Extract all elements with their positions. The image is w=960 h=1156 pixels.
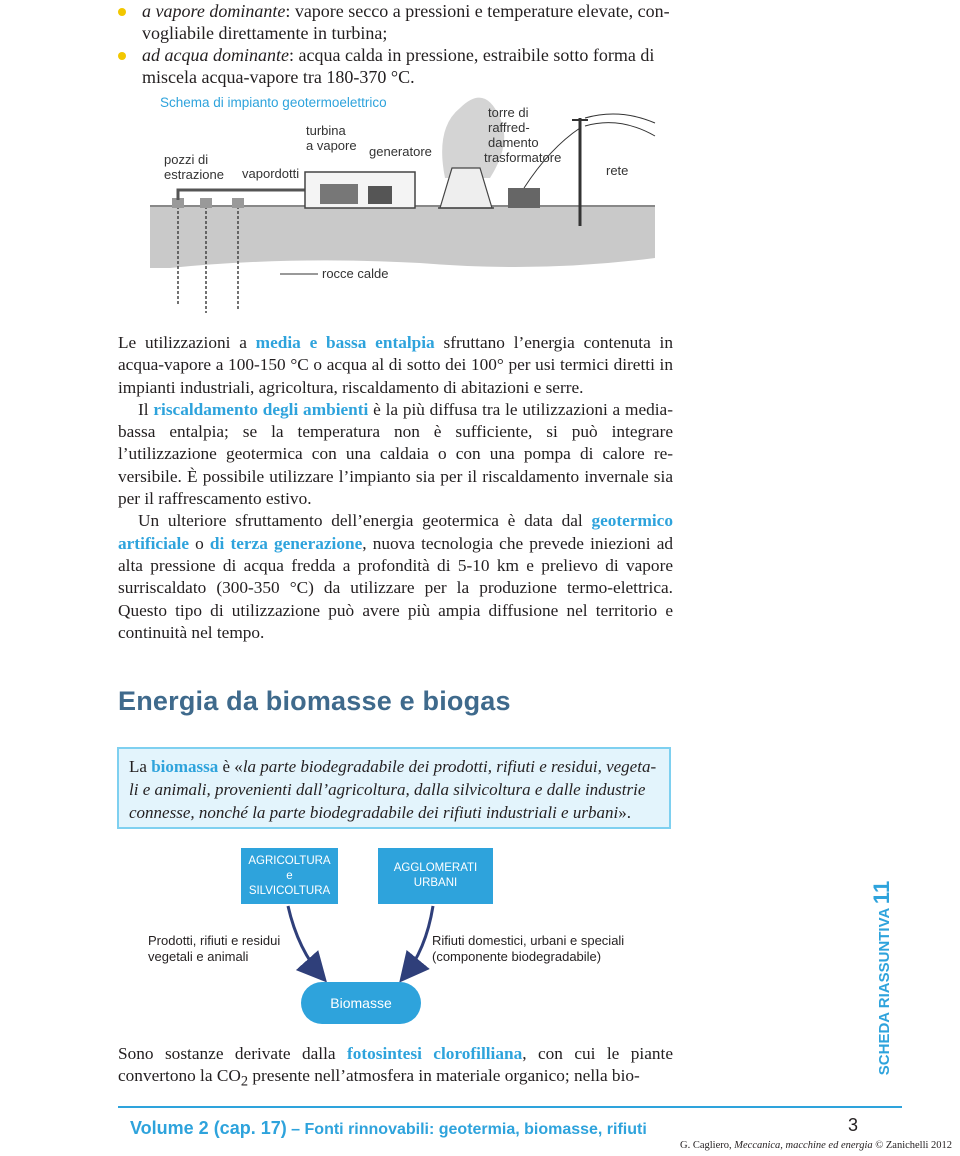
plant-illustration	[140, 88, 660, 338]
definition-box	[117, 747, 671, 829]
label-torre: torre di raffred- damento	[488, 105, 539, 150]
label-turbina: turbina a vapore	[306, 123, 357, 153]
text-run: presente nell’atmosfera in materiale organico; nella bio-	[248, 1066, 640, 1086]
footer-credit	[680, 1140, 952, 1151]
node-biomasse: Biomasse	[301, 982, 421, 1024]
bullet-item	[118, 44, 678, 88]
label-pozzi: pozzi di estrazione	[164, 152, 224, 182]
bullet-text: : acqua calda in pressione, estraibile sotto forma di	[288, 45, 655, 65]
paragraph	[118, 332, 673, 399]
bullet-list	[118, 0, 678, 88]
credit-text: G. Cagliero,	[680, 1140, 735, 1151]
label-trasformatore: trasformatore	[484, 150, 562, 165]
text-run: Le utilizzazioni a	[118, 333, 256, 352]
label-rete: rete	[606, 163, 629, 178]
credit-text: © Zanichelli 2012	[872, 1140, 953, 1151]
sidebar-label	[869, 881, 895, 1075]
label-prodotti: Prodotti, rifiuti e residui vegetali e animali	[148, 933, 281, 964]
bullet-item	[118, 0, 678, 44]
label-rocce: rocce calde	[322, 266, 389, 281]
text-run: Sono sostanze derivate dalla	[118, 1044, 347, 1063]
paragraph	[118, 510, 673, 644]
text-run: , con cui le piante convertono la CO	[118, 1044, 673, 1086]
highlight-term: geotermico artificiale	[118, 511, 673, 553]
highlight-term: di terza generazione	[209, 533, 363, 553]
label-rifiuti: Rifiuti domestici, urbani e speciali (componente biodegradabile)	[432, 933, 625, 964]
paragraph	[118, 399, 673, 510]
highlight-term: biomassa	[151, 757, 219, 776]
definition-quote: la parte biodegradabile dei prodotti, rifiuti e residui, vegeta-li e animali, provenienti dall’agricoltura, dalla silvicoltura e dalle industrie connesse, nonché la parte biodegradabile dei rifiuti industriali e urbani	[129, 757, 657, 822]
highlight-term: fotosintesi clorofilliana	[346, 1044, 523, 1063]
page-number: 3	[848, 1115, 859, 1135]
text-run: Un ulteriore sfruttamento dell’energia geotermica è data dal	[138, 511, 592, 531]
bullet-text-cont: vogliabile direttamente in turbina;	[142, 23, 388, 43]
node-agricoltura: AGRICOLTURA e SILVICOLTURA	[241, 848, 338, 904]
footer-dash: –	[291, 1121, 301, 1138]
label-generatore: generatore	[369, 144, 432, 159]
text-run: Il	[138, 399, 154, 419]
text-run: sfruttano l’energia contenuta in acqua-vapore a 100-150 °C o acqua al di sotto dei 100° per usi termici diretti in impianti industriali, agricoltura, riscaldamento di abitazioni e serre.	[118, 333, 673, 397]
sidebar-tab	[862, 872, 902, 1084]
label-vapordotti: vapordotti	[242, 166, 300, 181]
sidebar-text: SCHEDA RIASSUNTIVA	[876, 908, 893, 1076]
body-text-bottom	[118, 1043, 673, 1093]
highlight-term: media e bassa entalpia	[255, 333, 435, 352]
geothermal-plant-diagram	[140, 88, 660, 338]
node-agglomerati: AGGLOMERATI URBANI	[378, 848, 493, 904]
text-run: è «	[218, 757, 243, 776]
section-title: Energia da biomasse e biogas	[118, 686, 511, 716]
subscript: 2	[240, 1073, 249, 1090]
bullet-term: ad acqua dominante	[142, 45, 289, 65]
footer-running-title	[130, 1118, 647, 1139]
bullet-text-cont: miscela acqua-vapore tra 180-370 °C.	[142, 67, 415, 87]
sidebar-number: 11	[869, 880, 894, 905]
text-run: , nuova tecnologia che prevede iniezioni ad alta pressione di acqua fredda a profondità di 5-10 km e prelievo di vapore surriscaldato (300-350 °C) da utilizzare per la produzione termo-elettrica. Questo tipo di utilizzazione può avere più ampia diffusione nel territorio e continuità nel tempo.	[118, 533, 673, 642]
text-run: ».	[618, 803, 631, 822]
text-run: La	[129, 757, 152, 776]
credit-book: Meccanica, macchine ed energia	[734, 1140, 873, 1151]
text-run: è la più diffusa tra le utilizzazioni a media-bassa entalpia; se la temperatura non è sufficiente, si può integrare l’utilizzazione geotermica con una caldaia o con una pompa di calore re-versibile. È possibile utilizzare l’impianto sia per il riscaldamento invernale sia per il raffrescamento estivo.	[118, 399, 673, 509]
bullet-dot-icon	[118, 8, 126, 16]
diagram-title: Schema di impianto geotermoelettrico	[160, 95, 387, 110]
bullet-text: : vapore secco a pressioni e temperature elevate, con-	[285, 1, 670, 21]
footer-title: Fonti rinnovabili: geotermia, biomasse, rifiuti	[304, 1121, 647, 1138]
paragraph	[118, 1043, 673, 1093]
bullet-dot-icon	[118, 52, 126, 60]
biomass-flow-diagram	[118, 840, 678, 1040]
footer-volume: Volume 2 (cap. 17)	[130, 1118, 287, 1138]
text-run: o	[189, 533, 210, 553]
bullet-term: a vapore dominante	[142, 1, 286, 21]
footer-divider	[118, 1106, 902, 1108]
body-text	[118, 332, 673, 644]
highlight-term: riscaldamento degli ambienti	[153, 399, 369, 419]
